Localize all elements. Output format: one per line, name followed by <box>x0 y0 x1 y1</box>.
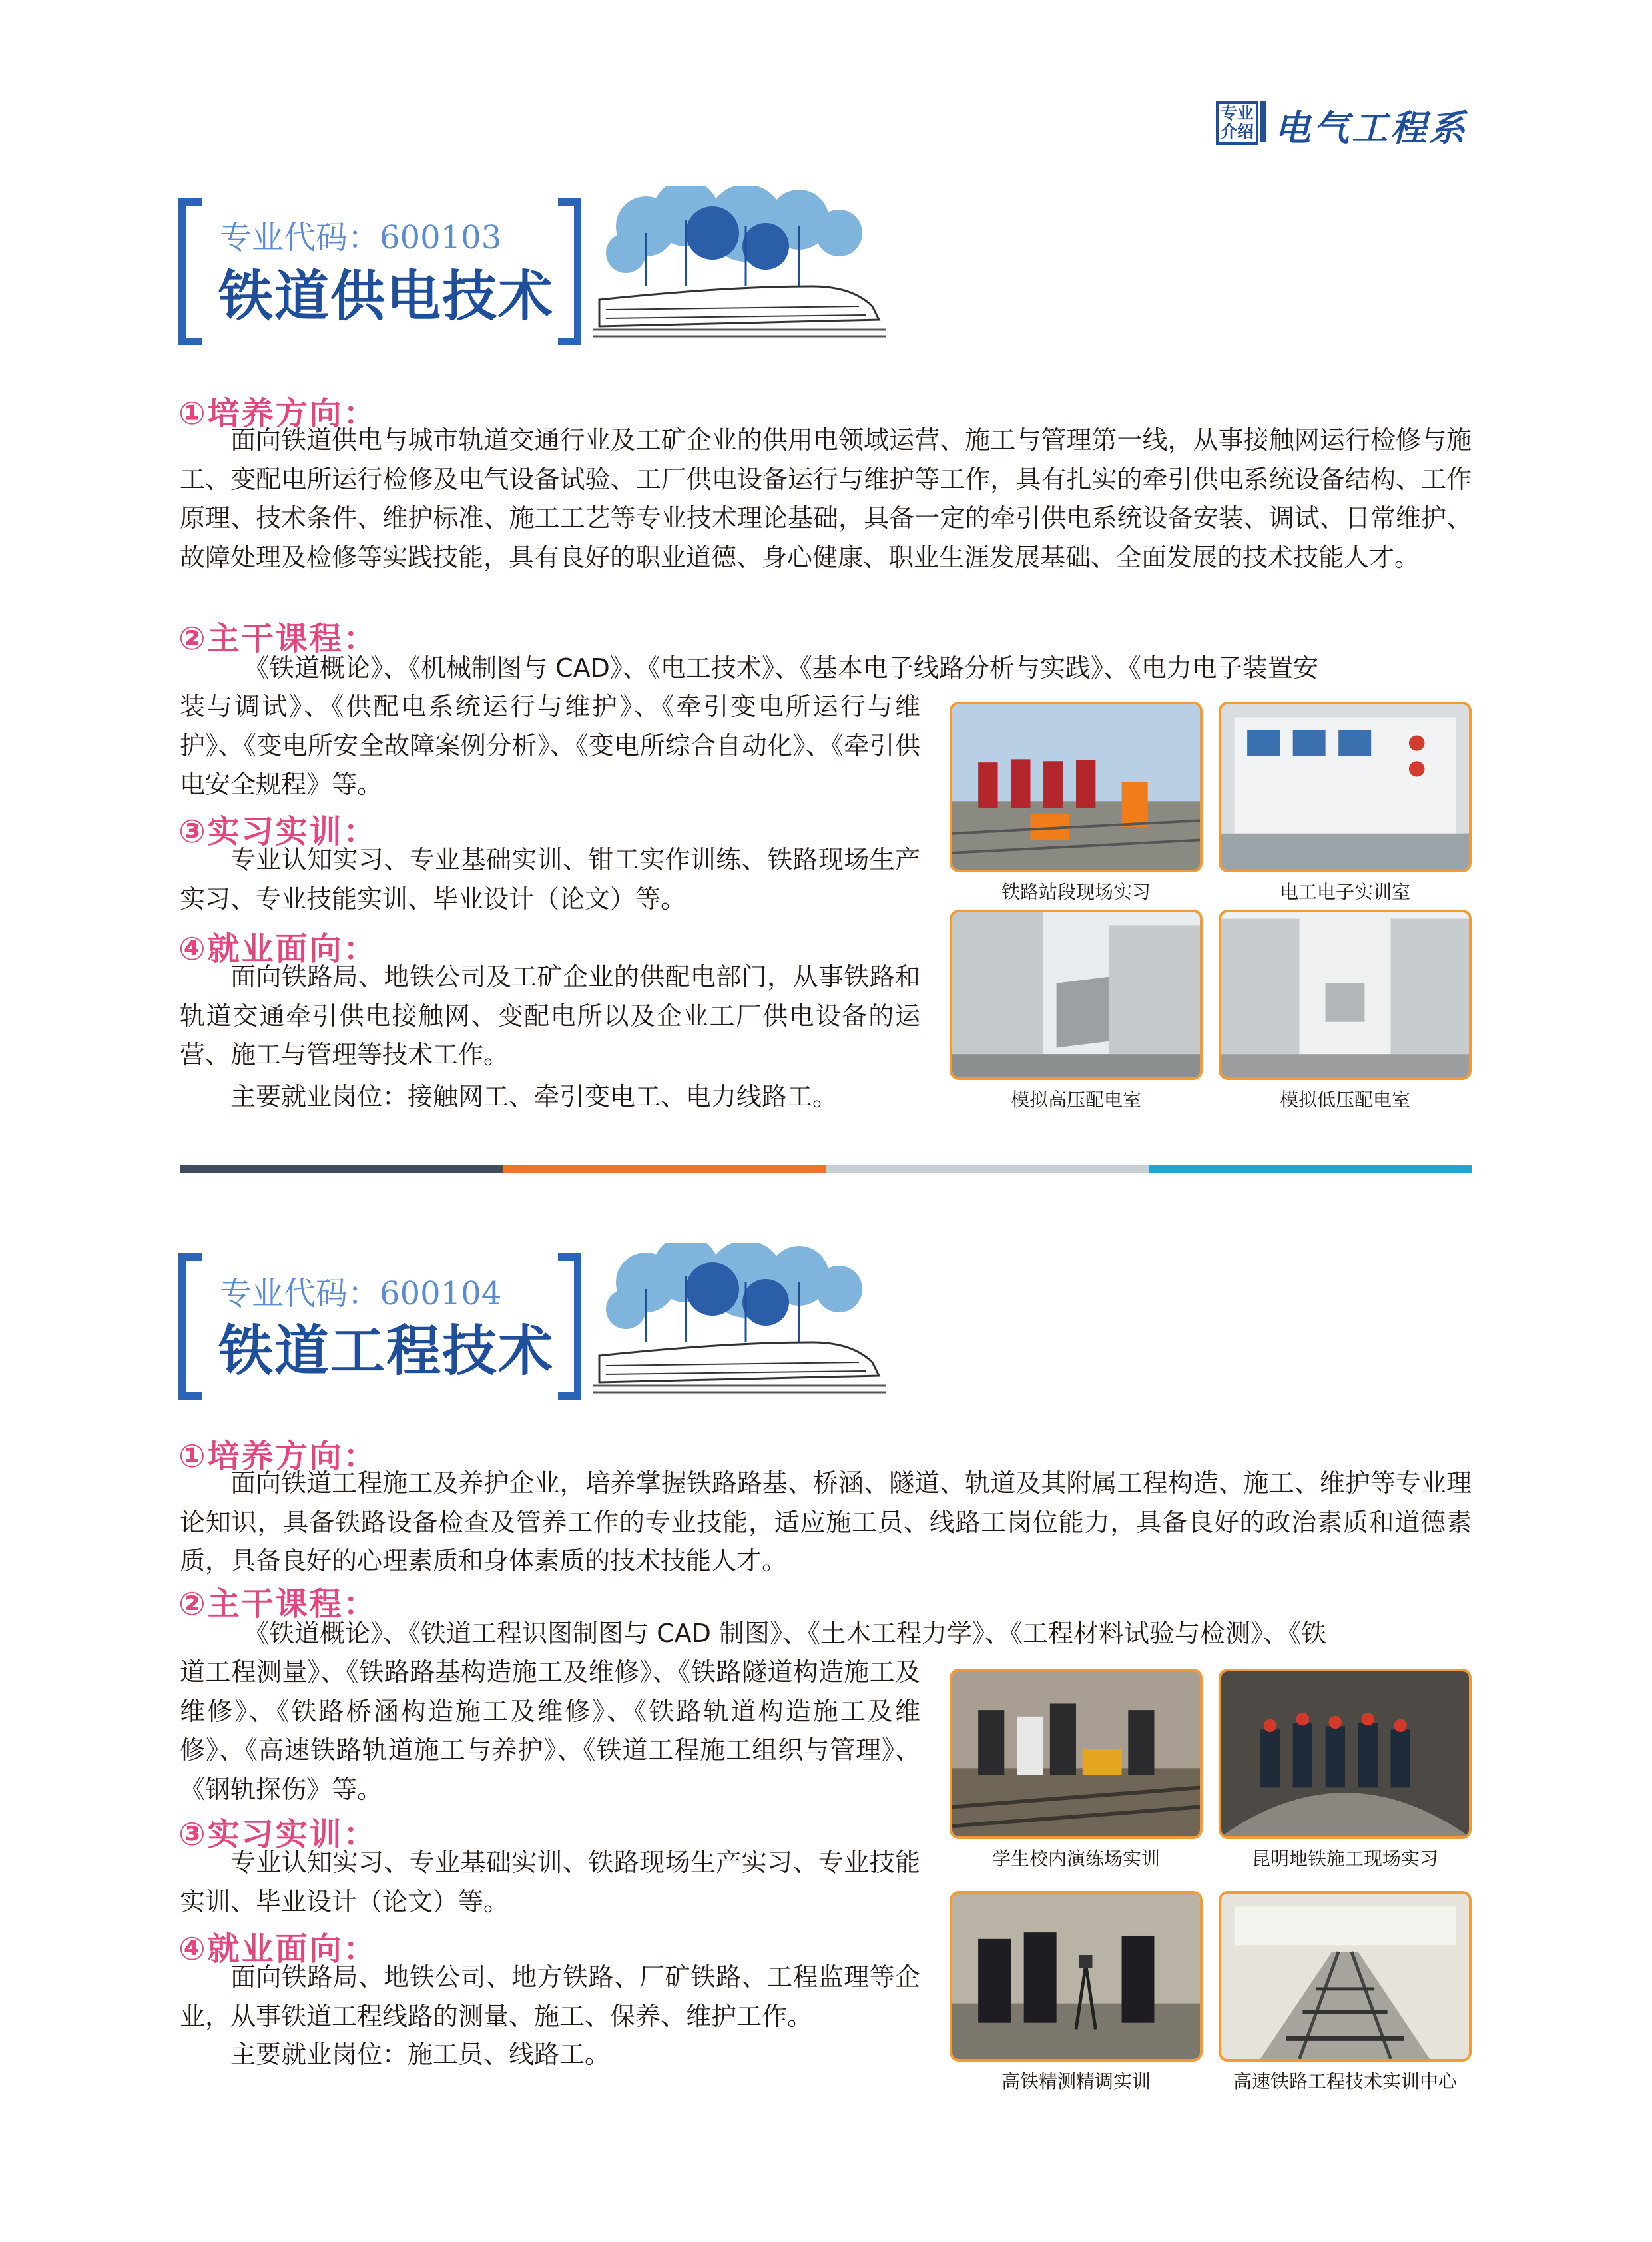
major-code: 专业代码：600104 <box>220 1275 502 1312</box>
employment-text: 面向铁路局、地铁公司及工矿企业的供配电部门，从事铁路和轨道交通牵引供电接触网、变配电所以及企业工厂供电设备的运营、施工与管理等技术工作。 <box>180 962 920 1069</box>
caption-photo-3: 高铁精测精调实训 <box>1001 2070 1151 2092</box>
core-courses-line1: 《铁道概论》、《机械制图与 CAD》、《电工技术》、《基本电子线路分析与实践》、《电力电子装置安 <box>244 653 1318 683</box>
training-direction-text: 面向铁道工程施工及养护企业，培养掌握铁路路基、桥涵、隧道、轨道及其附属工程构造、施工、维护等专业理论知识，具备铁路设备检查及管养工作的专业技能，适应施工员、线路工岗位能力，具备良好的政治素质和道德素质，具备良好的心理素质和身体素质的技术技能人才。 <box>180 1468 1472 1575</box>
heading-training-direction: ①培养方向： <box>178 395 378 432</box>
caption-photo-3: 模拟高压配电室 <box>1010 1089 1141 1111</box>
major-title: 铁道供电技术 <box>218 265 555 328</box>
photo-electrical-lab <box>1219 702 1472 872</box>
caption-photo-1: 学生校内演练场实训 <box>991 1848 1160 1870</box>
major-title: 铁道工程技术 <box>218 1320 555 1383</box>
right-bracket <box>558 1253 581 1400</box>
header-separator <box>1260 101 1266 142</box>
train-tree-illustration <box>593 1243 892 1402</box>
caption-photo-4: 模拟低压配电室 <box>1279 1089 1410 1111</box>
main-positions-text: 主要就业岗位：接触网工、牵引变电工、电力线路工。 <box>230 1082 838 1111</box>
photo-campus-drill <box>950 1669 1203 1839</box>
heading-core-courses: ②主干课程： <box>178 1585 378 1623</box>
internship-text: 专业认知实习、专业基础实训、铁路现场生产实习、专业技能实训、毕业设计（论文）等。 <box>180 1848 920 1916</box>
heading-training-direction: ①培养方向： <box>178 1438 378 1475</box>
heading-internship: ③实习实训： <box>178 813 378 850</box>
core-courses-line1: 《铁道概论》、《铁道工程识图制图与 CAD 制图》、《土木工程力学》、《工程材料试验与检测》、《铁 <box>244 1619 1326 1648</box>
major-code: 专业代码：600103 <box>220 219 502 256</box>
section-divider <box>180 1165 1472 1173</box>
heading-core-courses: ②主干课程： <box>178 620 378 657</box>
department-title: 电气工程系 <box>1274 107 1468 149</box>
employment-text: 面向铁路局、地铁公司、地方铁路、厂矿铁路、工程监理等企业，从事铁道工程线路的测量、施工、保养、维护工作。 <box>180 1962 920 2031</box>
right-bracket <box>558 198 581 345</box>
training-direction-text: 面向铁道供电与城市轨道交通行业及工矿企业的供用电领域运营、施工与管理第一线，从事接触网运行检修与施工、变配电所运行检修及电气设备试验、工厂供电设备运行与维护等工作，具有扎实的牵引供电系统设备结构、工作原理、技术条件、维护标准、施工工艺等专业技术理论基础，具备一定的牵引供电系统设备安装、调试、日常维护、故障处理及检修等实践技能，具有良好的职业道德、身心健康、职业生涯发展基础、全面发展的技术技能人才。 <box>180 425 1472 572</box>
left-bracket <box>178 1253 202 1400</box>
core-courses-text: 道工程测量》、《铁路路基构造施工及维修》、《铁路隧道构造施工及维修》、《铁路桥涵构造施工及维修》、《铁路轨道构造施工及维修》、《高速铁路轨道施工与养护》、《铁道工程施工组织与管理》、《钢轨探伤》等。 <box>180 1657 920 1804</box>
photo-metro-construction <box>1219 1669 1472 1839</box>
photo-low-voltage-room <box>1219 910 1472 1080</box>
photo-high-voltage-room <box>950 910 1203 1080</box>
section-badge: 专业 介绍 <box>1216 101 1258 145</box>
core-courses-text: 装与调试》、《供配电系统运行与维护》、《牵引变电所运行与维护》、《变电所安全故障案例分析》、《变电所综合自动化》、《牵引供电安全规程》等。 <box>180 692 920 799</box>
internship-text: 专业认知实习、专业基础实训、钳工实作训练、铁路现场生产实习、专业技能实训、毕业设计（论文）等。 <box>180 845 920 914</box>
caption-photo-1: 铁路站段现场实习 <box>1001 881 1151 903</box>
train-tree-illustration <box>593 186 892 346</box>
caption-photo-4: 高速铁路工程技术实训中心 <box>1233 2070 1457 2092</box>
heading-employment: ④就业面向： <box>178 930 378 968</box>
photo-hsr-training-center <box>1219 1891 1472 2062</box>
heading-employment: ④就业面向： <box>178 1930 378 1968</box>
caption-photo-2: 昆明地铁施工现场实习 <box>1251 1848 1438 1870</box>
heading-internship: ③实习实训： <box>178 1816 378 1853</box>
photo-station-internship <box>950 702 1203 872</box>
main-positions-text: 主要就业岗位：施工员、线路工。 <box>230 2040 611 2069</box>
left-bracket <box>178 198 202 345</box>
photo-precision-survey <box>950 1891 1203 2062</box>
caption-photo-2: 电工电子实训室 <box>1279 881 1410 903</box>
